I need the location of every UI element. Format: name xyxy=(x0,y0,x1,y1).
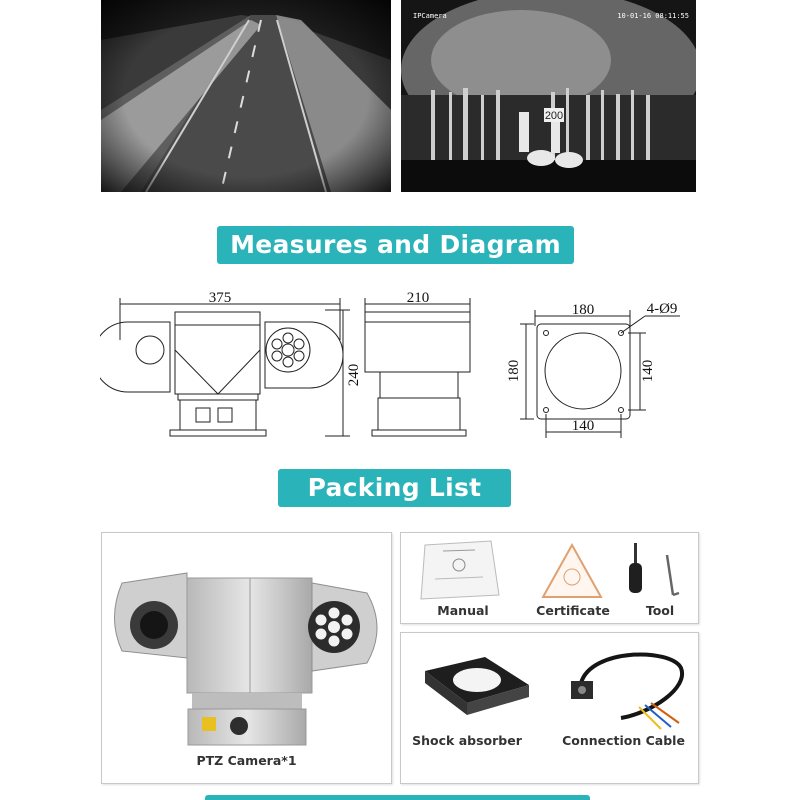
manual-label: Manual xyxy=(437,603,489,618)
mounting-panel xyxy=(400,632,699,784)
dim-base-height: 180 xyxy=(506,359,522,383)
night-highway-image xyxy=(101,0,391,192)
measures-banner xyxy=(217,226,574,264)
dim-holes: 4-Ø9 xyxy=(646,301,678,317)
osd-timestamp: 10-01-16 08:11:55 xyxy=(617,12,689,20)
night-forest-image xyxy=(401,0,696,192)
manual-image xyxy=(413,539,503,601)
ptz-camera-image xyxy=(102,533,391,748)
dim-side-width: 210 xyxy=(406,290,430,306)
night-forest-photo xyxy=(401,0,696,192)
connection-cable-label: Connection Cable xyxy=(562,733,685,748)
packing-banner xyxy=(278,469,511,507)
front-view-drawing xyxy=(100,298,350,436)
next-section-banner-edge xyxy=(205,795,590,800)
osd-camera-name: IPCamera xyxy=(413,12,447,20)
certificate-image xyxy=(541,543,603,599)
camera-panel xyxy=(101,532,392,784)
dim-hole-spacing-h: 140 xyxy=(571,418,595,434)
tool-image xyxy=(623,541,683,601)
dim-base-width: 180 xyxy=(571,302,595,318)
tool-label: Tool xyxy=(645,603,675,618)
side-view-drawing xyxy=(365,298,470,436)
accessories-panel xyxy=(400,532,699,624)
night-highway-photo xyxy=(101,0,391,192)
measures-banner-title: Measures and Diagram xyxy=(230,230,561,259)
shock-absorber-image xyxy=(415,651,535,729)
dim-front-width: 375 xyxy=(208,290,232,306)
certificate-label: Certificate xyxy=(536,603,610,618)
packing-banner-title: Packing List xyxy=(307,473,482,502)
dim-front-height: 240 xyxy=(346,363,362,387)
shock-absorber-label: Shock absorber xyxy=(412,733,522,748)
base-plate-drawing xyxy=(520,310,680,438)
connection-cable-image xyxy=(561,643,691,731)
camera-label: PTZ Camera*1 xyxy=(196,753,297,768)
dimension-diagram xyxy=(100,280,700,440)
dim-hole-spacing-v: 140 xyxy=(640,359,656,383)
distance-sign-text: 200 xyxy=(544,110,564,122)
